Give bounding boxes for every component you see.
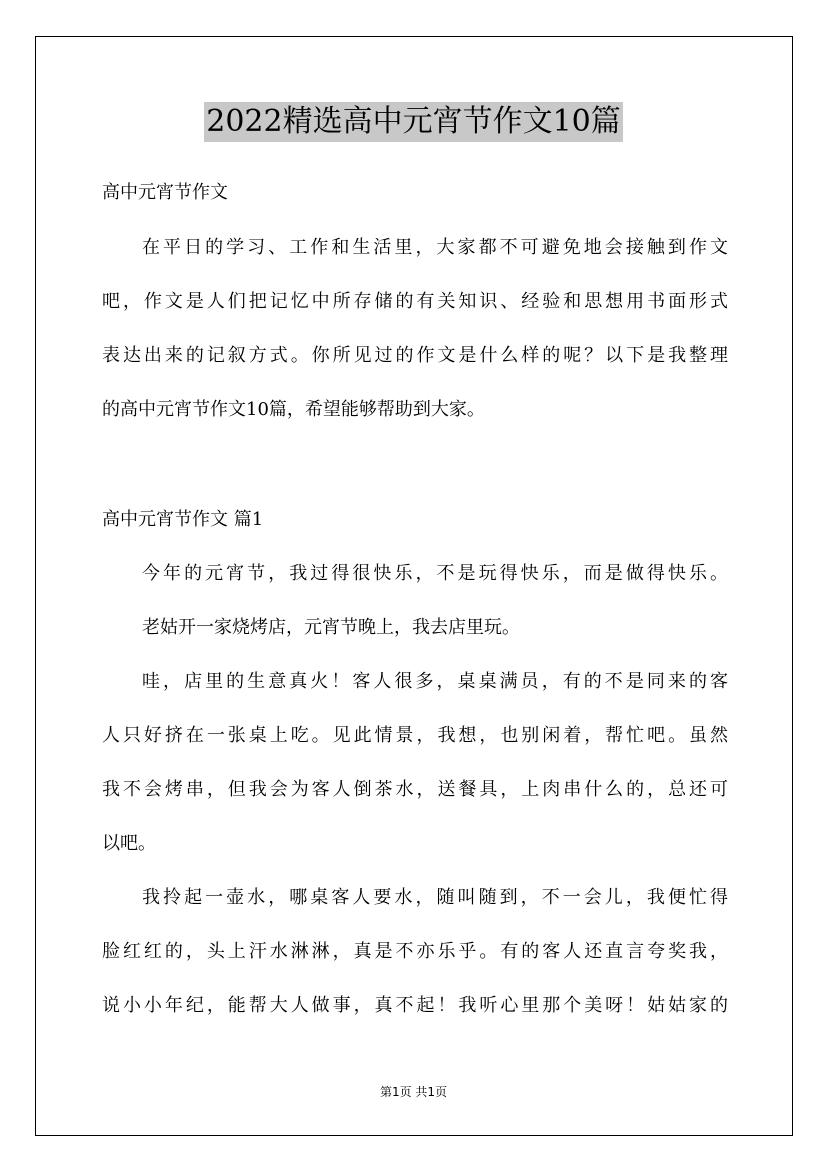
section1-line-7: 我拎起一壶水，哪桌客人要水，随叫随到，不一会儿，我便忙得 [142,887,728,908]
document-title: 2022精选高中元宵节作文10篇 [204,102,623,142]
title-container [0,102,827,142]
section1-heading: 高中元宵节作文 篇1 [102,509,264,530]
intro-line-1: 在平日的学习、工作和生活里，大家都不可避免地会接触到作文 [142,237,728,258]
section1-line-6: 以吧。 [102,833,156,854]
section1-line-8: 脸红红的，头上汗水淋淋，真是不亦乐乎。有的客人还直言夸奖我， [102,941,728,962]
section1-line-1: 今年的元宵节，我过得很快乐，不是玩得快乐，而是做得快乐。 [142,563,728,584]
intro-line-2: 吧，作文是人们把记忆中所存储的有关知识、经验和思想用书面形式 [102,291,728,312]
intro-line-4: 的高中元宵节作文10篇，希望能够帮助到大家。 [102,399,485,420]
section1-line-2: 老姑开一家烧烤店，元宵节晚上，我去店里玩。 [142,617,520,638]
page-number-label: 第1页 共1页 [379,1085,448,1099]
section1-line-4: 人只好挤在一张桌上吃。见此情景，我想，也别闲着，帮忙吧。虽然 [102,725,728,746]
intro-heading: 高中元宵节作文 [102,182,228,203]
section1-line-3: 哇，店里的生意真火！客人很多，桌桌满员，有的不是同来的客 [142,671,728,692]
section1-line-9: 说小小年纪，能帮大人做事，真不起！我听心里那个美呀！姑姑家的 [102,995,728,1016]
intro-line-3: 表达出来的记叙方式。你所见过的作文是什么样的呢？以下是我整理 [102,345,728,366]
page-footer [0,1083,827,1100]
section1-line-5: 我不会烤串，但我会为客人倒茶水，送餐具，上肉串什么的，总还可 [102,779,728,800]
